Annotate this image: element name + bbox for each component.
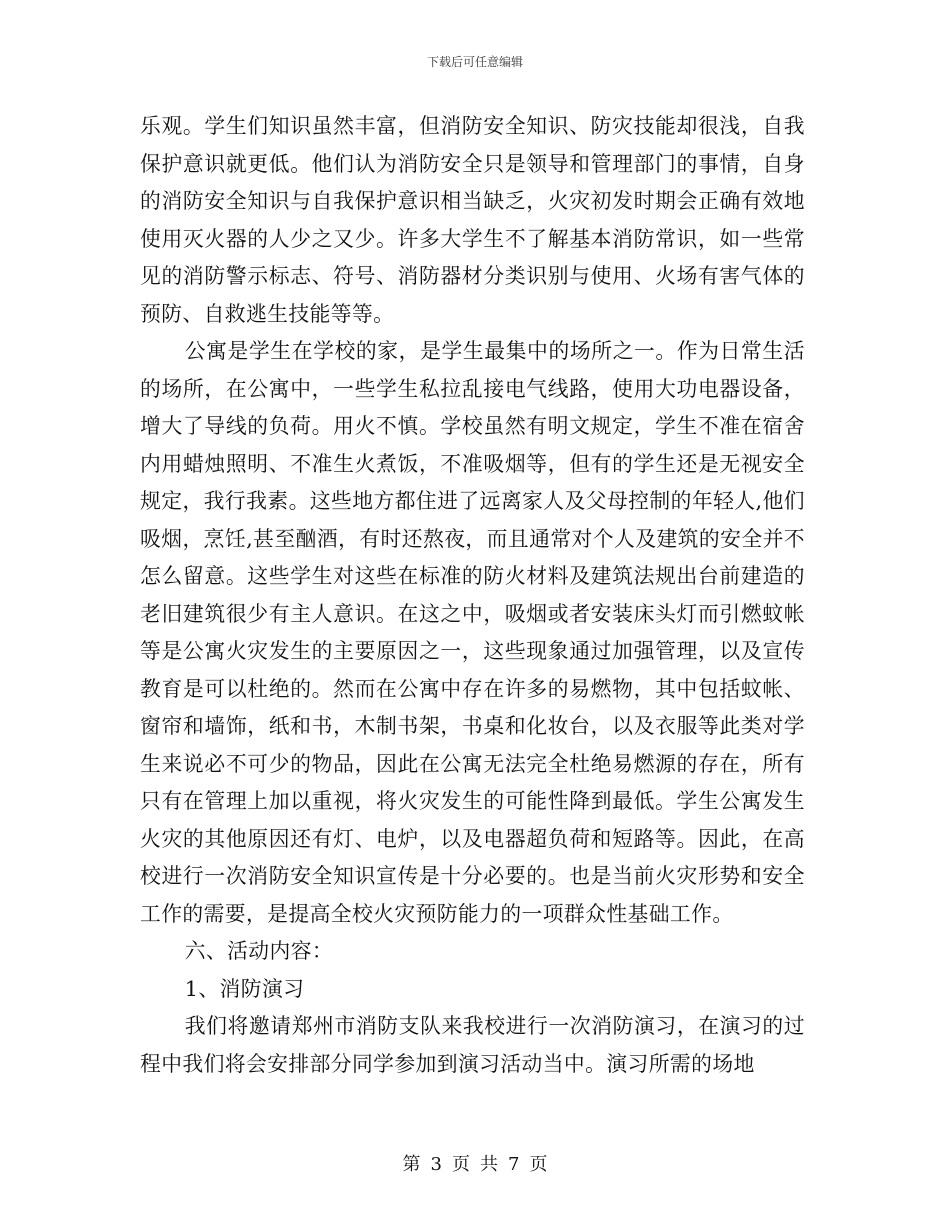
section-heading: 六、活动内容： xyxy=(184,939,334,963)
footer-current-page: 3 xyxy=(430,1154,442,1175)
document-body xyxy=(140,108,805,1083)
page-footer xyxy=(0,1153,950,1177)
page-header xyxy=(0,54,950,70)
subsection-heading: 1、消防演习 xyxy=(184,976,305,1001)
header-text: 下载后可任意编辑 xyxy=(426,55,523,69)
footer-total-word: 共 xyxy=(480,1154,498,1175)
paragraph-3: 我们将邀请郑州市消防支队来我校进行一次消防演习，在演习的过程中我们将会安排部分同学参加到演习活动当中。演习所需的场地 xyxy=(140,1014,805,1076)
footer-total-pages: 7 xyxy=(508,1154,520,1175)
paragraph-1: 乐观。学生们知识虽然丰富，但消防安全知识、防灾技能却很浅，自我保护意识就更低。他们认为消防安全只是领导和管理部门的事情，自身的消防安全知识与自我保护意识相当缺乏，火灾初发时期会正确有效地使用灭火器的人少之又少。许多大学生不了解基本消防常识，如一些常见的消防警示标志、符号、消防器材分类识别与使用、火场有害气体的预防、自救逃生技能等等。 xyxy=(140,114,805,326)
footer-prefix: 第 xyxy=(402,1154,421,1175)
paragraph-2: 公寓是学生在学校的家，是学生最集中的场所之一。作为日常生活的场所，在公寓中，一些学生私拉乱接电气线路，使用大功电器设备，增大了导线的负荷。用火不慎。学校虽然有明文规定，学生不准在宿舍内用蜡烛照明、不准生火煮饭，不准吸烟等，但有的学生还是无视安全规定，我行我素。这些地方都住进了远离家人及父母控制的年轻人,他们吸烟，烹饪,甚至酗酒，有时还熬夜，而且通常对个人及建筑的安全并不怎么留意。这些学生对这些在标准的防火材料及建筑法规出台前建造的老旧建筑很少有主人意识。在这之中，吸烟或者安装床头灯而引燃蚊帐等是公寓火灾发生的主要原因之一，这些现象通过加强管理，以及宣传教育是可以杜绝的。然而在公寓中存在许多的易燃物，其中包括蚊帐、窗帘和墙饰，纸和书，木制书架，书桌和化妆台，以及衣服等此类对学生来说必不可少的物品，因此在公寓无法完全杜绝易燃源的存在，所有只有在管理上加以重视，将火灾发生的可能性降到最低。学生公寓发生火灾的其他原因还有灯、电炉，以及电器超负荷和短路等。因此，在高校进行一次消防安全知识宣传是十分必要的。也是当前火灾形势和安全工作的需要，是提高全校火灾预防能力的一项群众性基础工作。 xyxy=(140,339,805,926)
footer-suffix: 页 xyxy=(529,1154,548,1175)
footer-page-word: 页 xyxy=(452,1154,470,1175)
